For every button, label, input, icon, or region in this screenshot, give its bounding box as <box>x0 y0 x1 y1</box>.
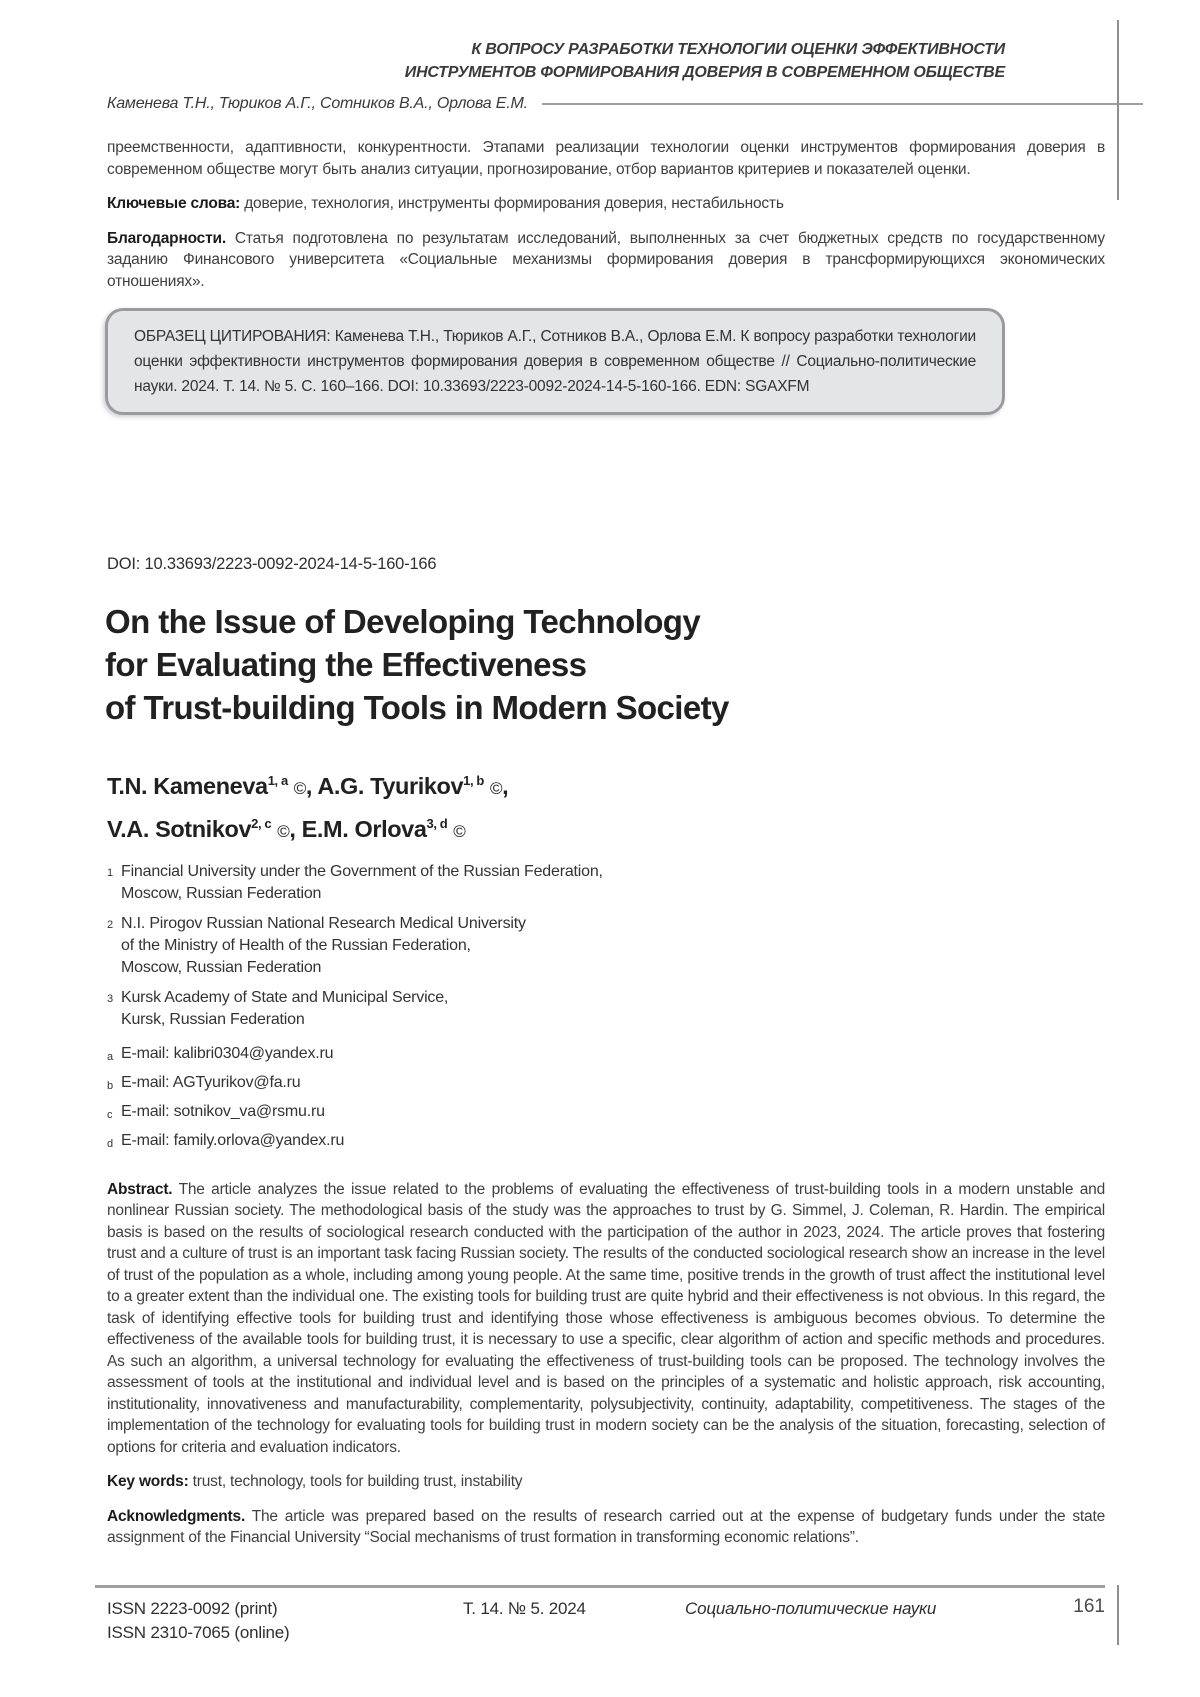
authors-en <box>107 763 1140 849</box>
authors-en-line2 <box>107 806 1140 849</box>
author-name: V.A. Sotnikov <box>107 815 252 842</box>
running-title-line1: К ВОПРОСУ РАЗРАБОТКИ ТЕХНОЛОГИИ ОЦЕНКИ ЭФФЕКТИВНОСТИ <box>471 41 1005 58</box>
keywords-en-label: Key words: <box>107 1473 189 1491</box>
margin-line-bottom <box>1117 1585 1119 1645</box>
acknowledgments-ru <box>107 228 1105 293</box>
email-a <box>107 1041 1105 1070</box>
keywords-ru <box>107 193 1105 215</box>
author-name: T.N. Kameneva <box>107 772 268 799</box>
footer-page-number: 161 <box>1073 1596 1105 1617</box>
email-c <box>107 1099 1105 1128</box>
annotation-continuation: преемственности, адаптивности, конкурентности. Этапами реализации технологии оценки инструментов формирования доверия в современном обществе могут быть анализ ситуации, прогнозирование, отбор вариантов критериев и показателей оценки. <box>107 139 1105 178</box>
author-name: E.M. Orlova <box>301 815 427 842</box>
footer-issn <box>107 1597 290 1645</box>
abstract-text: The article analyzes the issue related to the problems of evaluating the effectiveness of trust-building tools in a modern unstable and nonlinear Russian society. The methodological basis of the study was the approaches to trust by G. Simmel, J. Coleman, R. Hardin. The empirical basis is based on the results of sociological research conducted with the participation of the author in 2023, 2024. The article proves that fostering trust and a culture of trust is an important task facing Russian society. The results of the conducted sociological research show an increase in the level of trust of the population as a whole, including among young people. At the same time, positive trends in the growth of trust affect the institutional level to a greater extent than the individual one. The existing tools for building trust are quite hybrid and their effectiveness is not obvious. In this regard, the task of identifying effective tools for building trust and identifying those whose effectiveness is ambiguous becomes obvious. To determine the effectiveness of the available tools for building trust, it is necessary to use a specific, clear algorithm of action and specific methods and procedures. As such an algorithm, a universal technology for evaluating the effectiveness of trust-building tools can be proposed. The technology involves the assessment of tools at the institutional and individual level and is based on the principles of a systematic and holistic approach, risk accounting, institutionality, innovativeness and manufacturability, complementarity, polysubjectivity, continuity, adaptability, competitiveness. The stages of the implementation of the technology for evaluating tools for building trust in modern society can be the analysis of the situation, forecasting, selection of options for criteria and evaluation indicators. <box>107 1180 1105 1456</box>
email-text: E-mail: AGTyurikov@fa.ru <box>121 1073 301 1091</box>
author-affil-marker: 1, a <box>267 773 288 788</box>
email-marker: d <box>107 1137 113 1150</box>
article-title-line1: On the Issue of Developing Technology <box>105 603 701 640</box>
affiliation-1 <box>107 861 1105 905</box>
doi: DOI: 10.33693/2223-0092-2024-14-5-160-166 <box>107 555 437 573</box>
acknowledgments-ru-text: Статья подготовлена по результатам исследований, выполненных за счет бюджетных средств по государственному заданию Финансового университета «Социальные механизмы формирования доверия в трансформирующихся экономических отношениях». <box>107 229 1105 290</box>
author-affil-marker: 1, b <box>463 773 484 788</box>
citation-text: ОБРАЗЕЦ ЦИТИРОВАНИЯ: Каменева Т.Н., Тюриков А.Г., Сотников В.А., Орлова Е.М. К вопросу разработки технологии оценки эффективности инструментов формирования доверия в современном обществе // Социально-политические науки. 2024. Т. 14. № 5. С. 160–166. DOI: 10.33693/2223-0092-2024-14-5-160-166. EDN: SGAXFM <box>134 328 976 395</box>
citation-box <box>105 308 1005 415</box>
affiliation-marker: 2 <box>107 918 113 931</box>
abstract-label: Abstract. <box>107 1180 173 1198</box>
email-text: E-mail: sotnikov_va@rsmu.ru <box>121 1102 325 1120</box>
running-title <box>300 38 1005 84</box>
affiliation-marker: 3 <box>107 992 113 1005</box>
affiliation-text: Kursk Academy of State and Municipal Service, Kursk, Russian Federation <box>121 988 449 1028</box>
footer-journal-name: Социально-политические науки <box>685 1599 937 1618</box>
email-text: E-mail: kalibri0304@yandex.ru <box>121 1044 334 1062</box>
affiliation-text: Financial University under the Government of the Russian Federation, Moscow, Russian Federation <box>121 862 603 902</box>
email-marker: a <box>107 1050 113 1063</box>
margin-line-top <box>1117 20 1119 200</box>
byline-row <box>107 95 1143 113</box>
keywords-ru-label: Ключевые слова: <box>107 195 241 212</box>
emails <box>0 1041 1200 1157</box>
copyright-icon: © <box>489 778 503 798</box>
email-b <box>107 1070 1105 1099</box>
email-marker: c <box>107 1108 113 1121</box>
running-title-line2: ИНСТРУМЕНТОВ ФОРМИРОВАНИЯ ДОВЕРИЯ В СОВРЕМЕННОМ ОБЩЕСТВЕ <box>404 64 1005 81</box>
affiliation-text: N.I. Pirogov Russian National Research Medical University of the Ministry of Health of the Russian Federation, Moscow, Russian Federation <box>121 914 526 976</box>
byline-rule <box>542 103 1143 105</box>
affiliation-2 <box>107 913 1105 979</box>
copyright-icon: © <box>293 778 306 798</box>
article-title-line3: of Trust-building Tools in Modern Society <box>105 689 729 726</box>
keywords-en <box>107 1471 1105 1493</box>
article-title-line2: for Evaluating the Effectiveness <box>105 646 587 683</box>
affiliation-marker: 1 <box>107 866 113 879</box>
article-title <box>105 600 1140 729</box>
footer-rule <box>95 1585 1105 1588</box>
author-affil-marker: 2, c <box>251 815 272 831</box>
affiliations <box>0 861 1200 1031</box>
acknowledgments-en-text: The article was prepared based on the results of research carried out at the expense of budgetary funds under the state assignment of the Financial University “Social mechanisms of trust formation in transforming economic relations”. <box>107 1507 1105 1547</box>
copyright-icon: © <box>453 821 466 841</box>
acknowledgments-en <box>107 1506 1105 1549</box>
author-separator: , <box>502 772 509 799</box>
authors-ru: Каменева Т.Н., Тюриков А.Г., Сотников В.А., Орлова Е.М. <box>107 95 528 112</box>
issn-online: ISSN 2310-7065 (online) <box>107 1623 290 1642</box>
keywords-en-text: trust, technology, tools for building trust, instability <box>188 1473 523 1491</box>
authors-en-line1 <box>107 763 1140 806</box>
abstract <box>107 1179 1105 1459</box>
author-affil-marker: 3, d <box>426 815 448 831</box>
acknowledgments-ru-label: Благодарности. <box>107 229 226 247</box>
email-text: E-mail: family.orlova@yandex.ru <box>121 1131 345 1149</box>
email-d <box>107 1128 1105 1157</box>
author-separator: , <box>305 772 318 799</box>
copyright-icon: © <box>277 821 290 841</box>
footer-volume: Т. 14. № 5. 2024 <box>463 1599 586 1618</box>
keywords-ru-text: доверие, технология, инструменты формирования доверия, нестабильность <box>240 195 784 212</box>
issn-print: ISSN 2223-0092 (print) <box>107 1599 278 1618</box>
affiliation-3 <box>107 987 1105 1031</box>
acknowledgments-en-label: Acknowledgments. <box>107 1507 246 1525</box>
email-marker: b <box>107 1079 113 1092</box>
author-name: A.G. Tyurikov <box>317 772 464 799</box>
author-separator: , <box>289 815 302 842</box>
